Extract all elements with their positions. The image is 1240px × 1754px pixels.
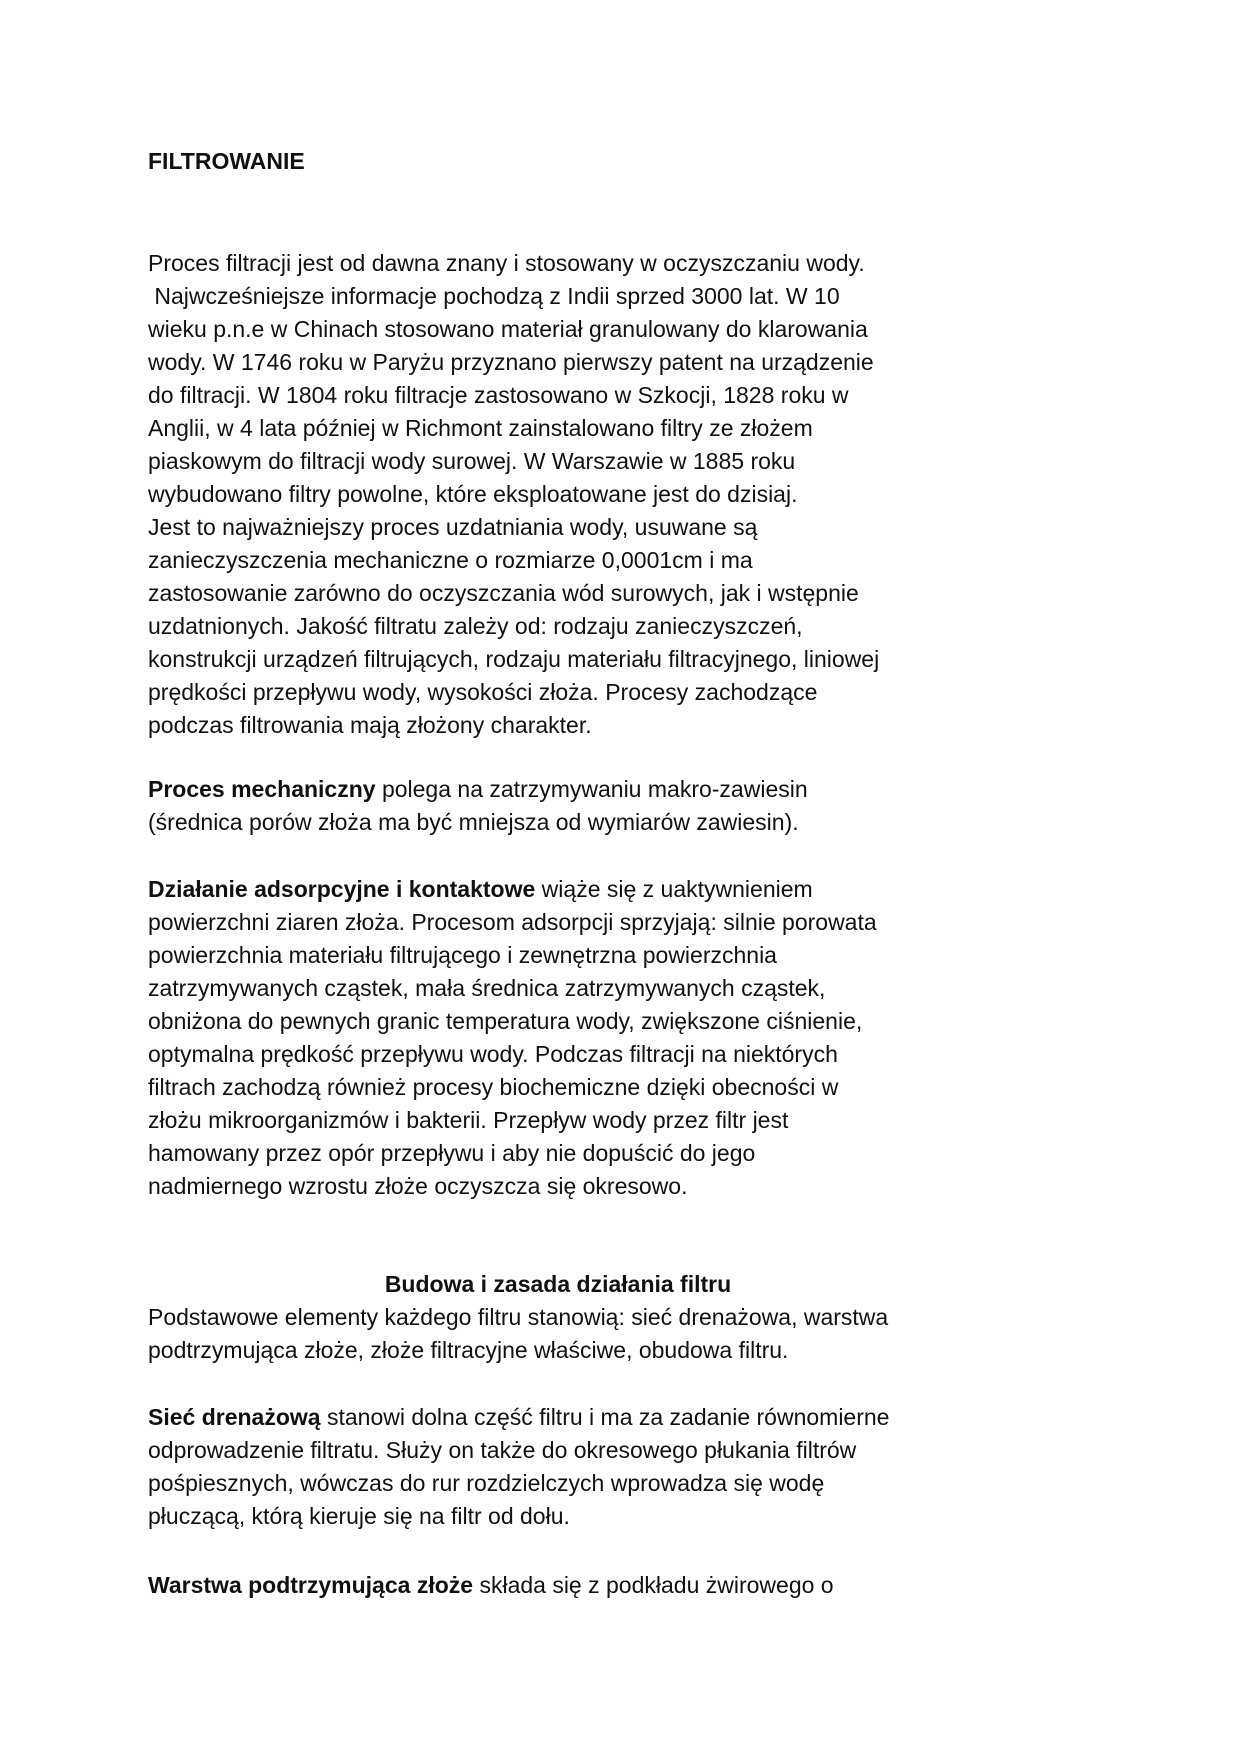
paragraph-line: złożu mikroorganizmów i bakterii. Przepływ wody przez filtr jest — [148, 1107, 789, 1133]
line-text: stanowi dolna część filtru i ma za zadanie równomierne — [320, 1404, 890, 1430]
paragraph-line: Najwcześniejsze informacje pochodzą z Indii sprzed 3000 lat. W 10 — [148, 283, 840, 309]
paragraph-line: zanieczyszczenia mechaniczne o rozmiarze 0,0001cm i ma — [148, 547, 753, 573]
line-text: polega na zatrzymywaniu makro-zawiesin — [375, 776, 808, 802]
paragraph-line: Proces filtracji jest od dawna znany i stosowany w oczyszczaniu wody. — [148, 250, 865, 276]
paragraph-line: Podstawowe elementy każdego filtru stanowią: sieć drenażowa, warstwa — [148, 1304, 889, 1330]
paragraph-line — [148, 1401, 968, 1434]
paragraph-line: pośpiesznych, wówczas do rur rozdzielczych wprowadza się wodę — [148, 1470, 825, 1496]
term-bold: Warstwa podtrzymująca złoże — [148, 1572, 474, 1598]
paragraph-line: powierzchni ziaren złoża. Procesom adsorpcji sprzyjają: silnie porowata — [148, 909, 877, 935]
paragraph-line — [148, 1569, 968, 1602]
paragraph-line: zastosowanie zarówno do oczyszczania wód surowych, jak i wstępnie — [148, 580, 859, 606]
intro-paragraph — [148, 247, 968, 742]
page-title: FILTROWANIE — [148, 148, 305, 174]
paragraph-line: hamowany przez opór przepływu i aby nie dopuścić do jego — [148, 1140, 756, 1166]
paragraph-line: konstrukcji urządzeń filtrujących, rodzaju materiału filtracyjnego, liniowej — [148, 646, 880, 672]
paragraph-line: podtrzymująca złoże, złoże filtracyjne właściwe, obudowa filtru. — [148, 1337, 789, 1363]
paragraph-line: płuczącą, którą kieruje się na filtr od dołu. — [148, 1503, 570, 1529]
paragraph-line: obniżona do pewnych granic temperatura wody, zwiększone ciśnienie, — [148, 1008, 863, 1034]
paragraph-line: nadmiernego wzrostu złoże oczyszcza się okresowo. — [148, 1173, 688, 1199]
paragraph-line: filtrach zachodzą również procesy biochemiczne dzięki obecności w — [148, 1074, 839, 1100]
drainage-paragraph — [148, 1401, 968, 1533]
paragraph-line: wieku p.n.e w Chinach stosowano materiał granulowany do klarowania — [148, 316, 868, 342]
paragraph-line: Jest to najważniejszy proces uzdatniania wody, usuwane są — [148, 514, 758, 540]
paragraph-line: do filtracji. W 1804 roku filtracje zastosowano w Szkocji, 1828 roku w — [148, 382, 849, 408]
paragraph-line — [148, 873, 968, 906]
paragraph-line: optymalna prędkość przepływu wody. Podczas filtracji na niektórych — [148, 1041, 838, 1067]
adsorption-paragraph — [148, 873, 968, 1203]
paragraph-line: zatrzymywanych cząstek, mała średnica zatrzymywanych cząstek, — [148, 975, 826, 1001]
term-bold: Proces mechaniczny — [148, 776, 376, 802]
paragraph-line: Anglii, w 4 lata później w Richmont zainstalowano filtry ze złożem — [148, 415, 813, 441]
line-text: wiąże się z uaktywnieniem — [535, 876, 813, 902]
paragraph-line: podczas filtrowania mają złożony charakter. — [148, 712, 592, 738]
mechanical-paragraph — [148, 773, 968, 839]
term-bold: Działanie adsorpcyjne i kontaktowe — [148, 876, 536, 902]
support-layer-paragraph — [148, 1569, 968, 1602]
paragraph-line: piaskowym do filtracji wody surowej. W Warszawie w 1885 roku — [148, 448, 796, 474]
paragraph-line: wybudowano filtry powolne, które eksploatowane jest do dzisiaj. — [148, 481, 798, 507]
paragraph-line: powierzchnia materiału filtrującego i zewnętrzna powierzchnia — [148, 942, 777, 968]
paragraph-line — [148, 773, 968, 806]
paragraph-line: odprowadzenie filtratu. Służy on także do okresowego płukania filtrów — [148, 1437, 857, 1463]
paragraph-line: prędkości przepływu wody, wysokości złoża. Procesy zachodzące — [148, 679, 818, 705]
paragraph-line: (średnica porów złoża ma być mniejsza od wymiarów zawiesin). — [148, 809, 799, 835]
paragraph-line: uzdatnionych. Jakość filtratu zależy od: rodzaju zanieczyszczeń, — [148, 613, 803, 639]
line-text: składa się z podkładu żwirowego o — [473, 1572, 834, 1598]
section-heading: Budowa i zasada działania filtru — [384, 1271, 732, 1297]
paragraph-line: wody. W 1746 roku w Paryżu przyznano pierwszy patent na urządzenie — [148, 349, 874, 375]
term-bold: Sieć drenażową — [148, 1404, 321, 1430]
construction-paragraph — [148, 1301, 968, 1367]
